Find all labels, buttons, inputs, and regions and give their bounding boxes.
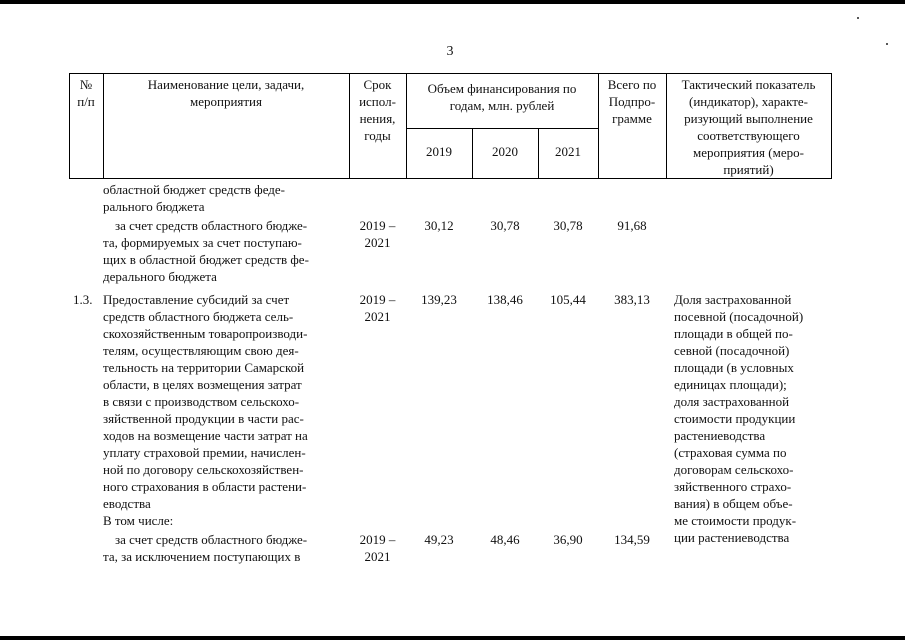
row-term: 2019 – 2021: [359, 218, 396, 250]
value-total: 91,68: [617, 218, 647, 233]
scan-border-bottom: [0, 636, 905, 640]
header-total: Всего по Подпро- грамме: [607, 77, 657, 126]
value-2020: 30,78: [490, 218, 520, 233]
header-volume: Объем финансирования по годам, млн. рублей: [427, 81, 577, 113]
scan-border-top: [0, 0, 905, 4]
header-year-2019: 2019: [426, 144, 452, 159]
row-indicator: Доля застрахованной посевной (посадочной) площади в общей по- севной (посадочной) площади (в условных единицах площади); доля застрахованной стоимости продукции растениеводства (страховая сумма по договорам сельскохо- зяйственного страхо- вания) в общем объе- ме стоимости продук- ции растениеводства: [674, 292, 804, 545]
header-indicator: Тактический показатель (индикатор), характе- ризующий выполнение соответствующего мероприятия (меро- приятий): [681, 77, 816, 177]
header-year-2021: 2021: [555, 144, 581, 159]
header-year-2020: 2020: [492, 144, 518, 159]
row-name: за счет средств областного бюдже- та, за исключением поступающих в: [103, 532, 308, 564]
header-num: № п/п: [77, 77, 95, 109]
row-name: областной бюджет средств феде- рального бюджета: [103, 182, 286, 214]
row-name: за счет средств областного бюдже- та, формируемых за счет поступаю- щих в областной бюджет средств фе- дерального бюджета: [103, 218, 309, 284]
table-divider: [406, 128, 598, 129]
table-border-right: [831, 73, 832, 179]
value-2021: 105,44: [550, 292, 586, 307]
row-name: В том числе:: [103, 513, 174, 528]
table-border-top: [69, 73, 832, 74]
page-number: 3: [446, 44, 454, 59]
header-name: Наименование цели, задачи, мероприятия: [147, 77, 305, 109]
row-term: 2019 – 2021: [359, 292, 396, 324]
table-header-bottom: [69, 178, 832, 179]
scan-speck: [886, 43, 888, 45]
value-2021: 30,78: [553, 218, 583, 233]
row-term: 2019 – 2021: [359, 532, 396, 564]
value-2021: 36,90: [553, 532, 583, 547]
value-total: 383,13: [614, 292, 650, 307]
header-term: Срок испол- нения, годы: [359, 77, 396, 143]
value-2019: 49,23: [424, 532, 454, 547]
value-2020: 48,46: [490, 532, 520, 547]
value-2019: 30,12: [424, 218, 454, 233]
row-number: 1.3.: [73, 292, 93, 307]
value-2019: 139,23: [421, 292, 457, 307]
scan-speck: [857, 17, 859, 19]
value-total: 134,59: [614, 532, 650, 547]
value-2020: 138,46: [487, 292, 523, 307]
row-name: Предоставление субсидий за счет средств областного бюджета сель- скохозяйственным товаропроизводи- телям, осуществляющим свою дея- тельность на территории Самарской области, в целях возмещения затрат в связи с производством сельскохо- зяйственной продукции в части рас- ходов на возмещение части затрат на уплату страховой премии, начислен- ной по договору сельскохозяйствен- ного страхования в области растени- еводства: [103, 292, 308, 511]
